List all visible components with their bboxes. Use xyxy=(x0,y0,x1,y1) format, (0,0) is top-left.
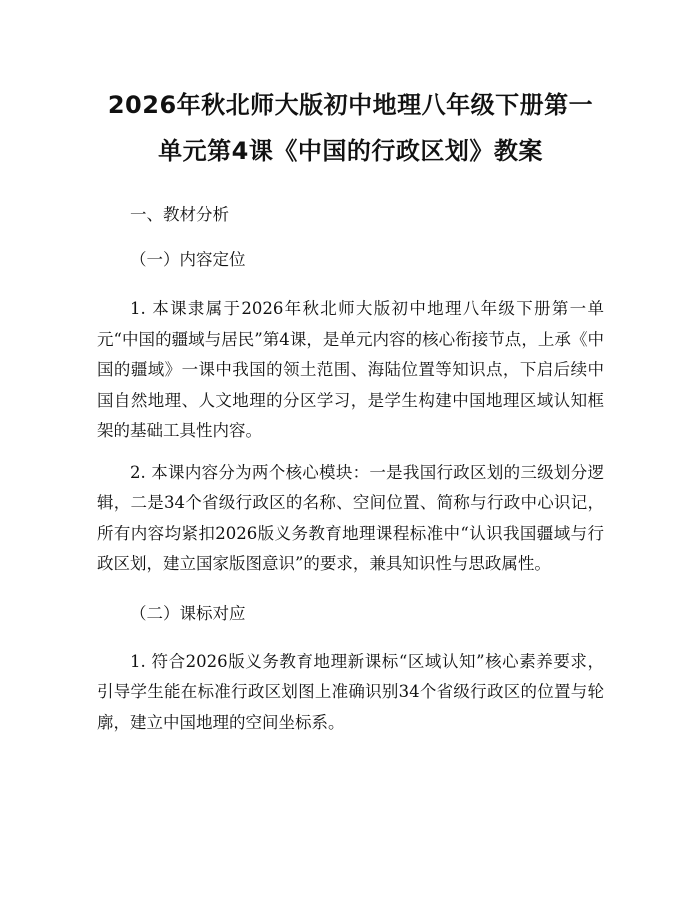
paragraph-3: 1. 符合2026版义务教育地理新课标“区域认知”核心素养要求，引导学生能在标准行政区划图上准确识别34个省级行政区的位置与轮廓，建立中国地理的空间坐标系。 xyxy=(97,651,604,732)
subsection-heading-content-positioning: （一）内容定位 xyxy=(130,250,246,269)
paragraph-2: 2. 本课内容分为两个核心模块：一是我国行政区划的三级划分逻辑，二是34个省级行政区的名称、空间位置、简称与行政中心识记，所有内容均紧扣2026版义务教育地理课程标准中“认识我国疆域与行政区划，建立国家版图意识”的要求，兼具知识性与思政属性。 xyxy=(97,462,604,573)
subsection-heading-curriculum-standards: （二）课标对应 xyxy=(130,603,246,623)
paragraph-1: 1. 本课隶属于2026年秋北师大版初中地理八年级下册第一单元“中国的疆域与居民”第4课，是单元内容的核心衔接节点，上承《中国的疆域》一课中我国的领土范围、海陆位置等知识点，下启后续中国自然地理、人文地理的分区学习，是学生构建中国地理区域认知框架的基础工具性内容。 xyxy=(97,299,604,440)
document-title: 2026年秋北师大版初中地理八年级下册第一单元第4课《中国的行政区划》教案 xyxy=(107,91,594,165)
section-heading-textbook-analysis: 一、教材分析 xyxy=(130,205,229,224)
